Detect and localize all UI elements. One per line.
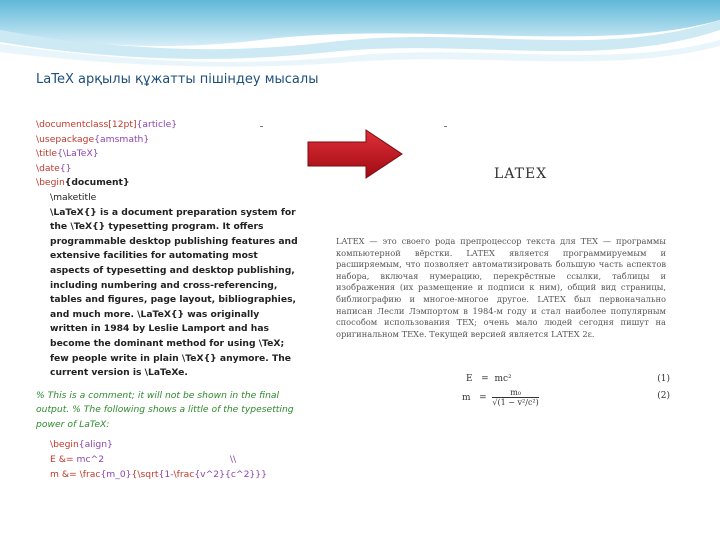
rendered-heading: LATEX [494,166,548,182]
code-line-documentclass [36,118,304,133]
code-line-date [36,162,304,177]
code-eq-rhs: mc^2 [76,454,105,466]
eq-fraction [492,388,538,407]
code-line-eq1 [36,453,304,468]
code-argument: {\LaTeX} [57,148,99,160]
eq-operator: = [479,393,487,403]
code-eq-lhs: m &= [50,468,77,480]
code-argument: {m_0} [100,468,132,480]
code-line-maketitle: \maketitle [50,191,97,203]
code-option: [12pt] [108,119,137,130]
eq-numerator: m₀ [492,388,538,398]
code-argument: {document} [64,177,130,189]
scan-artifact [260,126,263,127]
eq-operator: = [481,374,489,384]
scan-artifact [444,126,447,127]
eq-lhs: m [462,393,471,403]
code-command: \title [36,148,58,160]
code-line-usepackage [36,133,304,148]
slide-title: LaTeX арқылы құжатты пішіндеу мысалы [36,72,319,87]
code-paragraph: \LaTeX{} is a document preparation system for the \TeX{} typesetting program. It offers programmable desktop publishing features and extensive facilities for automating most aspects of typesetting and desktop publishing, including numbering and cross-referencing, tables and figures, page layout, bibliographies, and much more. \LaTeX{} was originally written in 1984 by Leslie Lamport and has become the dominant method for using \TeX; few people write in plain \TeX{} anymore. The current version is \LaTeXe. [50,206,298,379]
rendered-eq2 [462,388,539,407]
eq-lhs: E [466,374,473,384]
code-command: \usepackage [36,133,95,145]
code-command: \begin [50,439,79,451]
code-command: \documentclass [36,119,109,130]
code-argument: {amsmath} [94,133,150,145]
code-command: \date [36,162,60,174]
code-argument: {1- [158,468,174,480]
code-line-begin-align [36,438,304,453]
code-argument: {article} [136,119,178,130]
rendered-body-text: LATEX — это своего рода препроцессор текста для TEX — программы компьютерной вёрстки. LATEX является программируемым и расширяемым, что позволяет автоматизировать большую часть аспектов набора, включая нумерацию, перекрёстные ссылки, таблицы и изображения (их размещение и подписи к ним), общий вид страницы, библиографию и многое-многое другое. LATEX был первоначально написан Лесли Лэмпортом в 1984-м году и стал наиболее популярным способом использования TEX; очень мало людей сегодня пишут на оригинальном TEXе. Текущей версией является LATEX 2ε. [336,236,666,339]
eq-denominator: √(1 − v²/c²) [492,398,539,407]
code-eq-lhs: E &= [50,454,74,466]
code-command: \begin [36,177,65,189]
code-line-begin-document [36,176,304,191]
code-argument: {v^2}{c^2}}} [194,468,267,480]
code-eq-end: \\ [229,454,237,466]
eq-rhs: mc² [494,374,512,384]
code-argument: {\sqrt [131,468,159,480]
code-line-title [36,147,304,162]
rendered-document-output [322,128,670,407]
code-comment: % This is a comment; it will not be shown in the final output. % The following shows a little of the typesetting power of LaTeX: [36,389,294,430]
rendered-eq1 [466,374,512,384]
eq2-number: (2) [657,391,670,401]
code-command: \frac [173,468,195,480]
code-command: \frac [79,468,101,480]
eq1-number: (1) [657,374,670,384]
code-argument: {} [59,162,72,174]
header-wave-decoration [0,0,720,70]
code-argument: {align} [78,439,113,451]
latex-source-code [36,118,304,538]
code-line-eq2 [36,468,304,483]
